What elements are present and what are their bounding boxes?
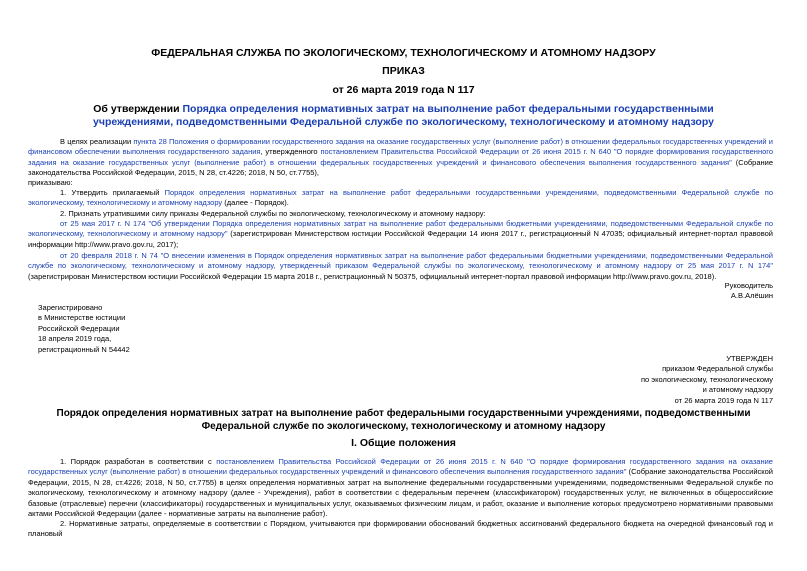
item-2b-tail: (зарегистрирован Министерством юстиции Российской Федерации 15 марта 2018 г., регистрационный N 50375, официальный интернет-портал правовой информации http://www.pravo.gov.ru, 2018).: [28, 271, 717, 281]
approval-title: УТВЕРЖДЕН: [726, 354, 773, 363]
procedure-link[interactable]: Порядок определения нормативных затрат на выполнение работ федеральными государственными учреждениями, подведомственными Федеральной службе по экологическому, технологическому и атомному надзору: [28, 188, 773, 208]
item-1-lead: 1. Утвердить прилагаемый: [60, 188, 165, 197]
order-title: [90, 103, 717, 129]
order-title-link[interactable]: Порядка определения нормативных затрат на выполнение работ федеральными государственными учреждениями, подведомственными Федеральной службе по экологическому, технологическому и атомному надзору: [93, 103, 714, 128]
section-heading: I. Общие положения: [351, 437, 456, 449]
preamble-mid: , утвержденного: [260, 147, 321, 157]
annex-decree-link[interactable]: постановлением Правительства Российской Федерации от 26 июня 2015 г. N 640 "О порядке формирования государственного задания на оказание государственных услуг (выполнение работ) в отношении федеральных государственных учреждений и финансового обеспечения выполнения государственного задания": [28, 457, 773, 477]
item-2a-tail: (зарегистрирован Министерством юстиции Российской Федерации 14 июня 2017 г., регистрационный N 47035; официальный интернет-портал правовой информации http://www.pravo.gov.ru, 2017);: [28, 229, 773, 249]
approval-line: приказом Федеральной службы: [662, 364, 773, 374]
annex-p1-tail: (Собрание законодательства Российской Федерации, 2015, N 28, ст.4226; 2018, N 50, ст.7755) в целях определения нормативных затрат на выполнение федеральными государственными учреждениями, подведомственными Федеральной службе по экологическому, технологическому и атомному надзору (далее - Учреждения), работ в соответствии с федеральным перечнем (классификатором) государственных услуг, не включенных в общероссийские базовые (отраслевые) перечни (классификаторы) государственных и муниципальных услуг, оказываемых физическим лицам, и работ, оказание и выполнение которых предусмотрено нормативными правовыми актами Российской Федерации (далее - нормативные затраты на выполнение работ).: [28, 467, 773, 519]
annex-title: Порядок определения нормативных затрат на выполнение работ федеральными государственными учреждениями, подведомственными Федеральной службе по экологическому, технологическому и атомному надзору: [56, 408, 751, 432]
registration-block: [38, 303, 130, 355]
approval-line: и атомному надзору: [702, 385, 773, 395]
item-2a-paragraph: [28, 219, 773, 250]
approval-block: [641, 354, 773, 406]
government-decree-link[interactable]: постановлением Правительства Российской Федерации от 26 июня 2015 г. N 640 "О порядке формирования государственного задания на оказание государственных услуг (выполнение работ) в отношении федеральных государственных учреждений и финансового обеспечения выполнения государственного задания": [28, 147, 773, 167]
preamble-paragraph: [28, 137, 773, 179]
registration-line: 18 апреля 2019 года,: [38, 334, 112, 344]
item-2-paragraph: 2. Признать утратившими силу приказы Федеральной службы по экологическому, технологическому и атомному надзору:: [60, 209, 486, 218]
item-1-tail: (далее - Порядок).: [222, 198, 289, 208]
annex-paragraph-1: [28, 457, 773, 519]
agency-heading: ФЕДЕРАЛЬНАЯ СЛУЖБА ПО ЭКОЛОГИЧЕСКОМУ, ТЕХНОЛОГИЧЕСКОМУ И АТОМНОМУ НАДЗОРУ: [151, 47, 656, 59]
registration-line: в Министерстве юстиции: [38, 313, 126, 323]
order-74-link[interactable]: от 20 февраля 2018 г. N 74 "О внесении изменения в Порядок определения нормативных затрат на выполнение работ федеральными бюджетными учреждениями, подведомственными Федеральной службе по экологическому, технологическому и атомному надзору, утвержденный приказом Федеральной службы по экологическому, технологическому и атомному надзору от 25 мая 2017 г. N 174": [28, 251, 773, 271]
registration-line: Зарегистрировано: [38, 303, 103, 312]
item-2b-paragraph: [28, 251, 773, 282]
signature-block: [725, 281, 773, 302]
preamble-tail: (Собрание законодательства Российской Федерации, 2015, N 28, ст.4226; 2018, N 50, ст.7755),: [28, 157, 774, 178]
signature-role: Руководитель: [724, 281, 773, 290]
order-date: от 26 марта 2019 года N 117: [332, 84, 475, 96]
doc-type-heading: ПРИКАЗ: [382, 65, 425, 77]
approval-line: от 26 марта 2019 года N 117: [674, 395, 773, 405]
registration-line: Российской Федерации: [38, 323, 120, 333]
order-title-prefix: Об утверждении: [93, 103, 183, 115]
annex-p1-lead: 1. Порядок разработан в соответствии с: [60, 457, 217, 466]
approval-line: по экологическому, технологическому: [640, 374, 773, 384]
order-174-link[interactable]: от 25 мая 2017 г. N 174 "Об утверждении Порядка определения нормативных затрат на выполнение работ федеральными бюджетными учреждениями, подведомственными Федеральной службе по экологическому, технологическому и атомному надзору": [28, 219, 773, 239]
item-1-paragraph: [28, 188, 773, 209]
registration-line: регистрационный N 54442: [38, 344, 130, 354]
preamble-lead: В целях реализации: [60, 137, 134, 146]
annex-paragraph-2: 2. Нормативные затраты, определяемые в соответствии с Порядком, учитываются при формировании обоснований бюджетных ассигнований федерального бюджета на очередной финансовый год и плановый: [28, 519, 773, 539]
signature-name: А.В.Алёшин: [730, 291, 773, 301]
regulation-link[interactable]: пункта 28 Положения о формировании государственного задания на оказание государственных услуг (выполнение работ) в отношении федеральных государственных учреждений и финансовом обеспечении выполнения государственного задания: [28, 137, 773, 157]
order-word: приказываю:: [28, 178, 73, 187]
